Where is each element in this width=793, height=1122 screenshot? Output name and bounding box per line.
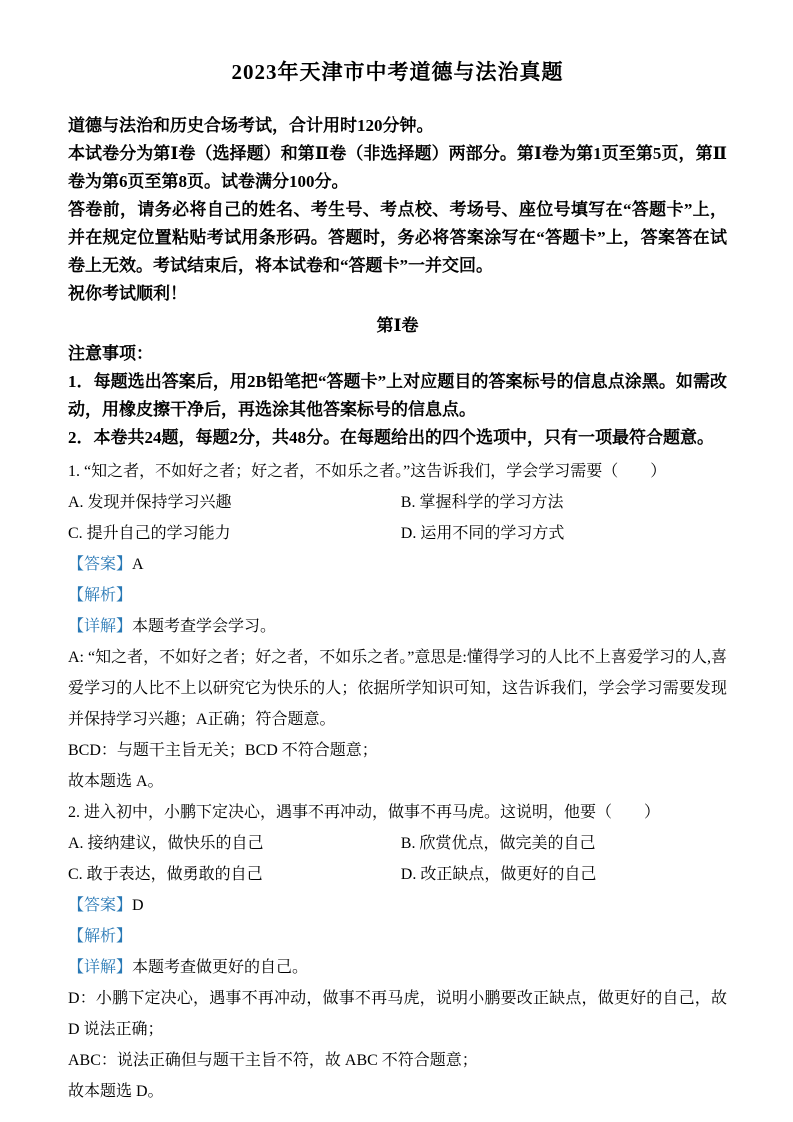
question-1-conclusion: 故本题选 A。	[68, 773, 164, 790]
question-1-stem: 1. “知之者，不如好之者；好之者，不如乐之者。”这告诉我们，学会学习需要（ ）	[68, 463, 667, 480]
question-1-option-c: C. 提升自己的学习能力	[68, 525, 231, 542]
exam-instructions	[68, 112, 727, 308]
question-1-explanation-a: A: “知之者，不如好之者；好之者，不如乐之者。”意思是:懂得学习的人比不上喜爱学习的人,喜爱学习的人比不上以研究它为快乐的人；依据所学知识可知，这告诉我们，学会学习需要发现并保持学习兴趣；A正确；符合题意。	[68, 649, 727, 728]
question-2-explanation-d: D：小鹏下定决心，遇事不再冲动，做事不再马虎，说明小鹏要改正缺点，做更好的自己，故 D 说法正确；	[68, 990, 727, 1038]
question-1-option-d: D. 运用不同的学习方式	[400, 525, 565, 542]
answer-label: 【答案】	[68, 897, 133, 914]
section-heading-volume-1: 第Ⅰ卷	[376, 316, 419, 335]
question-2-explanation-abc: ABC：说法正确但与题干主旨不符，故 ABC 不符合题意；	[68, 1052, 478, 1069]
question-2-answer-value: D	[132, 897, 144, 914]
page-title: 2023年天津市中考道德与法治真题	[231, 60, 564, 84]
notice-block	[68, 340, 727, 452]
question-1-analysis-line	[68, 580, 727, 611]
analysis-label: 【解析】	[68, 928, 133, 945]
question-2-options-row-2	[68, 859, 727, 890]
question-1-answer-value: A	[132, 556, 144, 573]
question-2-options-row-1	[68, 828, 727, 859]
notice-item-1: 1．每题选出答案后，用2B铅笔把“答题卡”上对应题目的答案标号的信息点涂黑。如需改动，用橡皮擦干净后，再选涂其他答案标号的信息点。	[68, 372, 727, 419]
question-2-detail-line	[68, 952, 727, 983]
question-1-options-row-1	[68, 487, 727, 518]
question-1-explanation-bcd: BCD：与题干主旨无关；BCD 不符合题意；	[68, 742, 378, 759]
question-2-analysis-line	[68, 921, 727, 952]
instruction-good-luck: 祝你考试顺利！	[68, 284, 187, 303]
instruction-answer-sheet: 答卷前，请务必将自己的姓名、考生号、考点校、考场号、座位号填写在“答题卡”上，并在规定位置粘贴考试用条形码。答题时，务必将答案涂写在“答题卡”上，答案答在试卷上无效。考试结束后，将本试卷和“答题卡”一并交回。	[68, 200, 727, 275]
notice-title: 注意事项：	[68, 344, 153, 363]
notice-item-2: 2．本卷共24题，每题2分，共48分。在每题给出的四个选项中，只有一项最符合题意。	[68, 428, 714, 447]
answer-label: 【答案】	[68, 556, 133, 573]
question-2-answer-line	[68, 890, 727, 921]
detail-label: 【详解】	[68, 618, 133, 635]
instruction-paper-structure: 本试卷分为第Ⅰ卷（选择题）和第Ⅱ卷（非选择题）两部分。第Ⅰ卷为第1页至第5页，第Ⅱ卷为第6页至第8页。试卷满分100分。	[68, 144, 727, 191]
question-1-detail-intro: 本题考查学会学习。	[132, 618, 277, 635]
question-1-detail-line	[68, 611, 727, 642]
question-1	[68, 456, 727, 797]
instruction-duration: 道德与法治和历史合场考试，合计用时120分钟。	[68, 116, 434, 135]
question-1-option-b: B. 掌握科学的学习方法	[400, 494, 564, 511]
question-2	[68, 797, 727, 1107]
analysis-label: 【解析】	[68, 587, 133, 604]
question-2-option-d: D. 改正缺点，做更好的自己	[400, 866, 597, 883]
detail-label: 【详解】	[68, 959, 133, 976]
question-2-detail-intro: 本题考查做更好的自己。	[132, 959, 309, 976]
question-1-option-a: A. 发现并保持学习兴趣	[68, 494, 232, 511]
question-2-stem: 2. 进入初中，小鹏下定决心，遇事不再冲动，做事不再马虎。这说明，他要（ ）	[68, 804, 661, 821]
question-2-option-c: C. 敢于表达，做勇敢的自己	[68, 866, 263, 883]
question-2-conclusion: 故本题选 D。	[68, 1083, 164, 1100]
question-1-options-row-2	[68, 518, 727, 549]
question-1-answer-line	[68, 549, 727, 580]
question-2-option-a: A. 接纳建议，做快乐的自己	[68, 835, 264, 852]
question-2-option-b: B. 欣赏优点，做完美的自己	[400, 835, 596, 852]
questions-area	[68, 456, 727, 1107]
